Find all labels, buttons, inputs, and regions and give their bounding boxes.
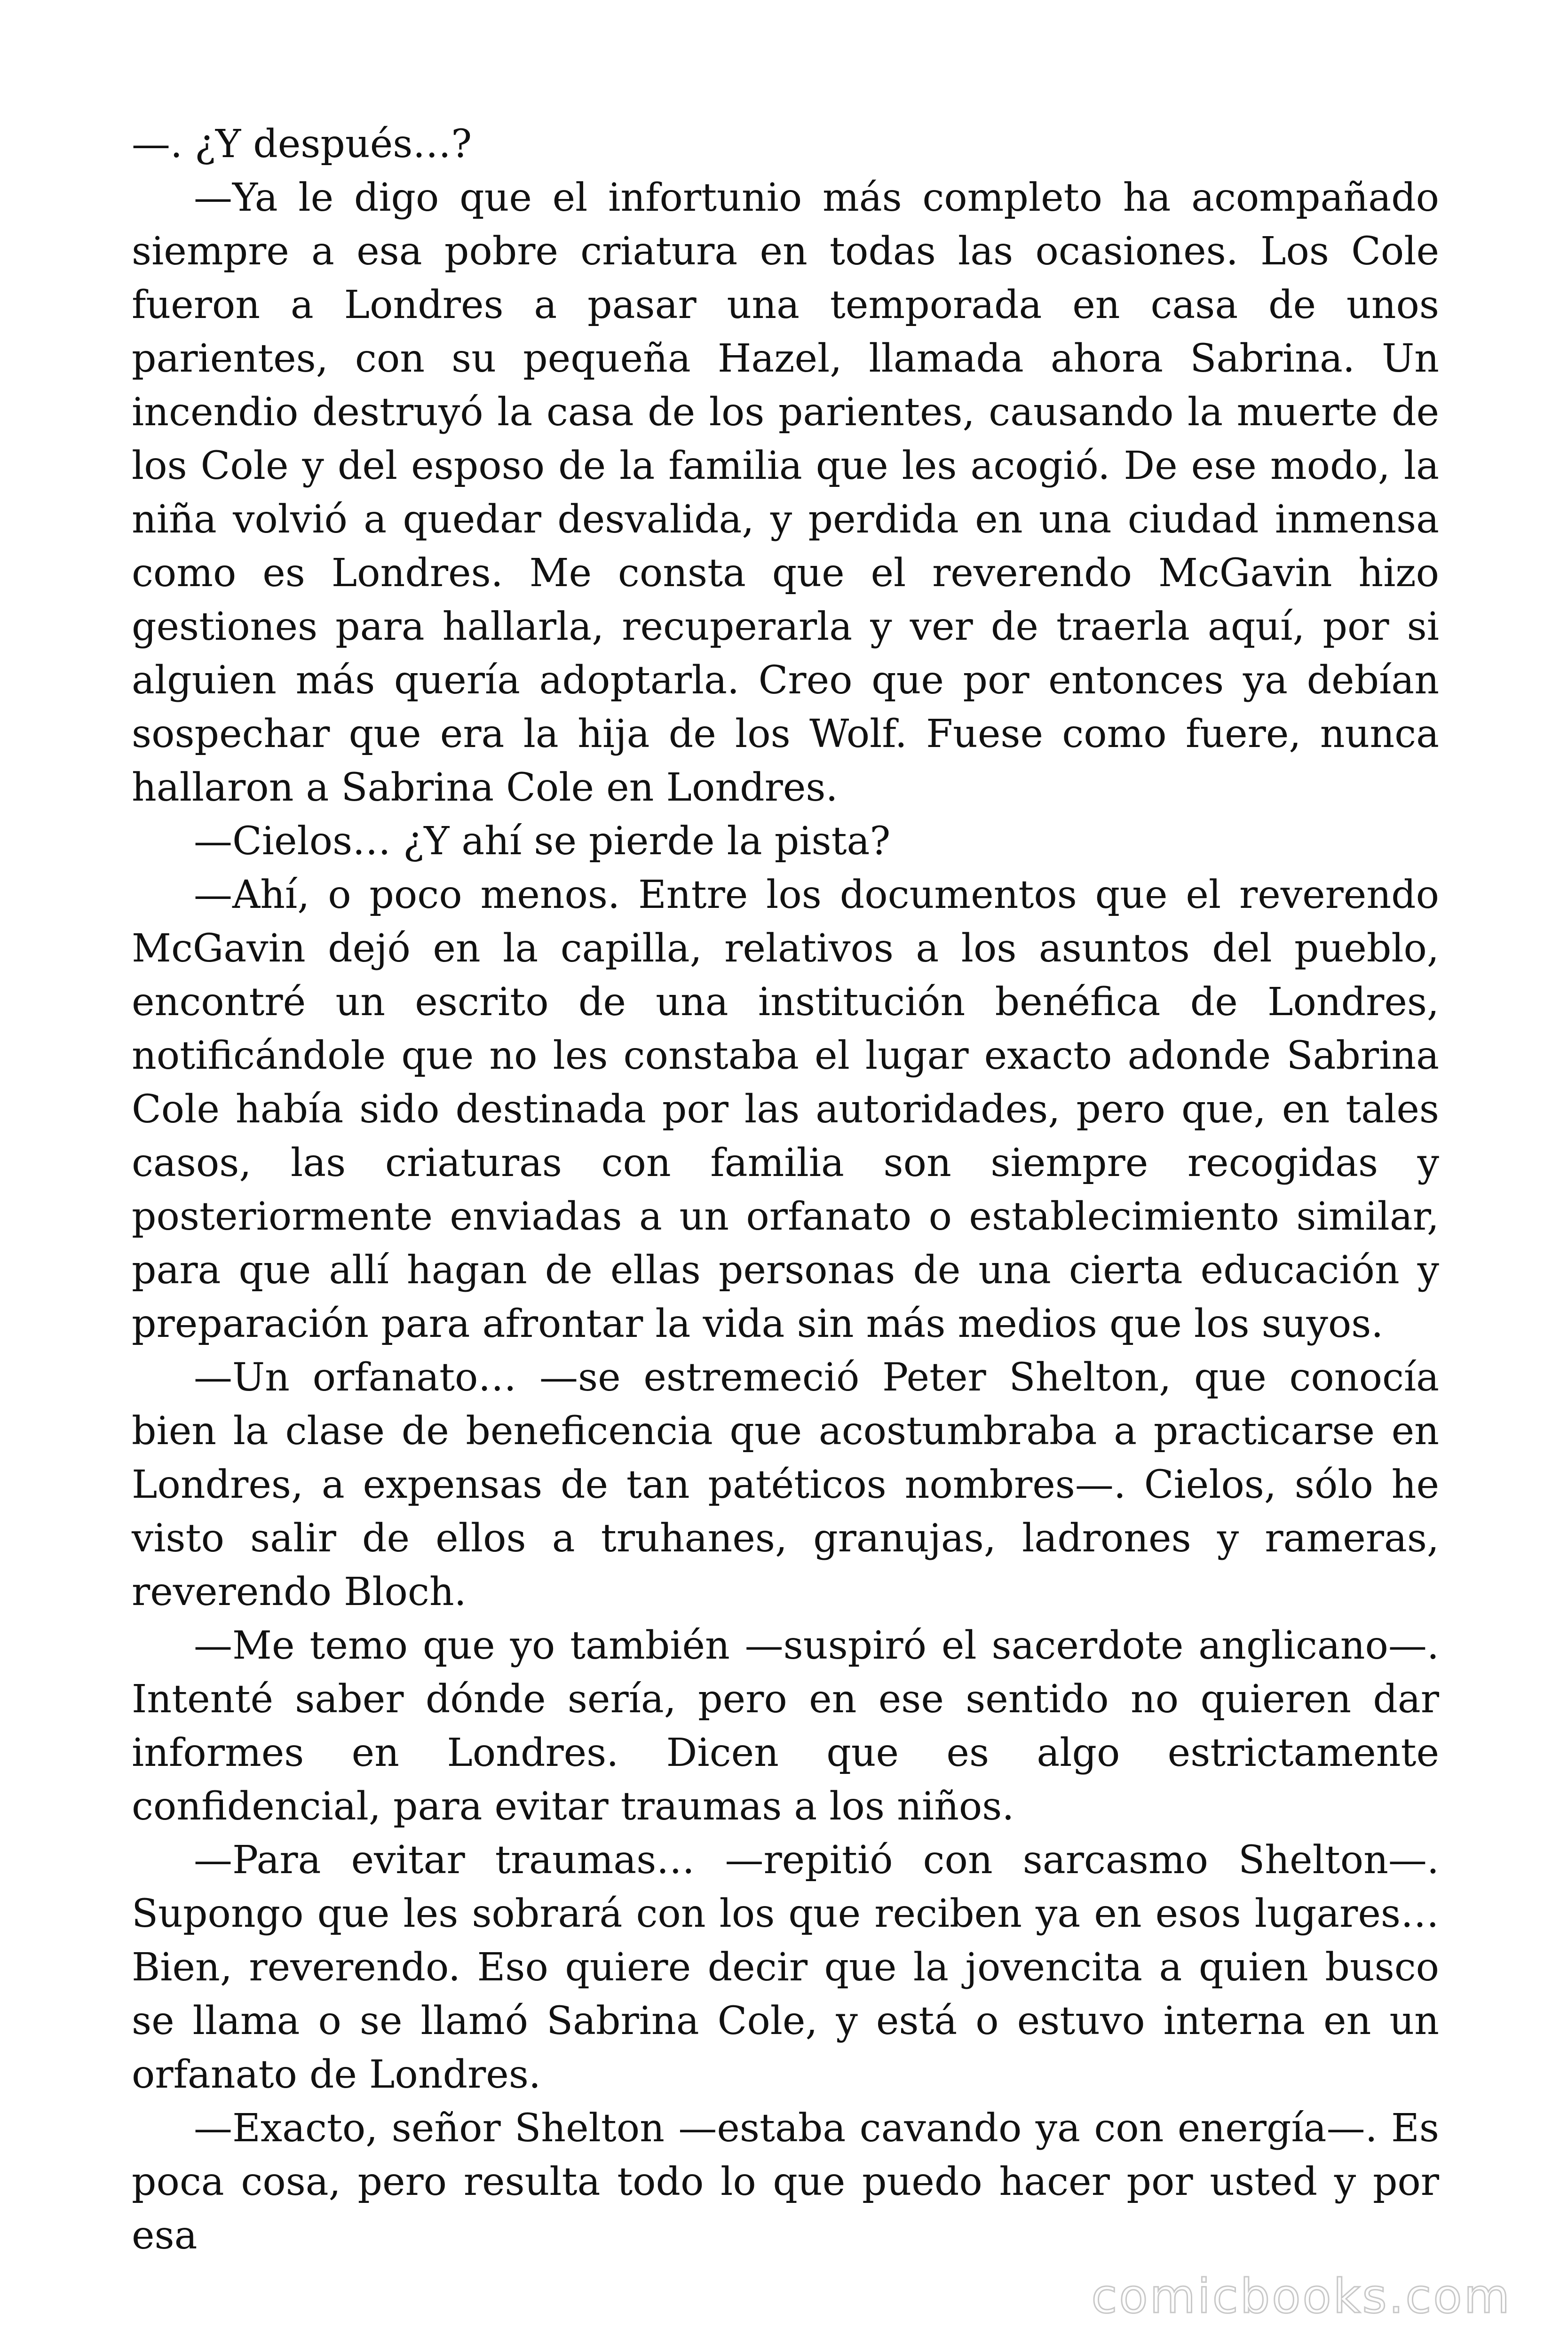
paragraph: —Cielos… ¿Y ahí se pierde la pista? [194, 819, 891, 864]
paragraph: —Ya le digo que el infortunio más completo ha acompañado siempre a esa pobre criatura en todas las ocasiones. Los Cole fueron a Londres a pasar una temporada en casa de unos parientes, con su pequeña Hazel, llamada ahora Sabrina. Un incendio destruyó la casa de los parientes, causando la muerte de los Cole y del esposo de la familia que les acogió. De ese modo, la niña volvió a quedar desvalida, y perdida en una ciudad inmensa como es Londres. Me consta que el reverendo McGavin hizo gestiones para hallarla, recuperarla y ver de traerla aquí, por si alguien más quería adoptarla. Creo que por entonces ya debían sospechar que era la hija de los Wolf. Fuese como fuere, nunca hallaron a Sabrina Cole en Londres. [132, 175, 1439, 810]
paragraph: —Exacto, señor Shelton —estaba cavando ya con energía—. Es poca cosa, pero resulta todo lo que puedo hacer por usted y por esa [132, 2106, 1439, 2258]
paragraph: —Ahí, o poco menos. Entre los documentos que el reverendo McGavin dejó en la capilla, relativos a los asuntos del pueblo, encontré un escrito de una institución benéfica de Londres, notificándole que no les constaba el lugar exacto adonde Sabrina Cole había sido destinada por las autoridades, pero que, en tales casos, las criaturas con familia son siempre recogidas y posteriormente enviadas a un orfanato o establecimiento similar, para que allí hagan de ellas personas de una cierta educación y preparación para afrontar la vida sin más medios que los suyos. [132, 873, 1439, 1346]
page-text [132, 118, 1439, 2263]
watermark: comicbooks.com [1091, 2269, 1512, 2324]
paragraph: —. ¿Y después…? [132, 122, 472, 167]
paragraph: —Para evitar traumas… —repitió con sarcasmo Shelton—. Supongo que les sobrará con los que reciben ya en esos lugares… Bien, reverendo. Eso quiere decir que la jovencita a quien busco se llama o se llamó Sabrina Cole, y está o estuvo interna en un orfanato de Londres. [132, 1838, 1439, 2097]
paragraph: —Me temo que yo también —suspiró el sacerdote anglicano—. Intenté saber dónde sería, pero en ese sentido no quieren dar informes en Londres. Dicen que es algo estrictamente confidencial, para evitar traumas a los niños. [132, 1623, 1439, 1829]
paragraph: —Un orfanato… —se estremeció Peter Shelton, que conocía bien la clase de beneficencia que acostumbraba a practicarse en Londres, a expensas de tan patéticos nombres—. Cielos, sólo he visto salir de ellos a truhanes, granujas, ladrones y rameras, reverendo Bloch. [132, 1355, 1439, 1614]
